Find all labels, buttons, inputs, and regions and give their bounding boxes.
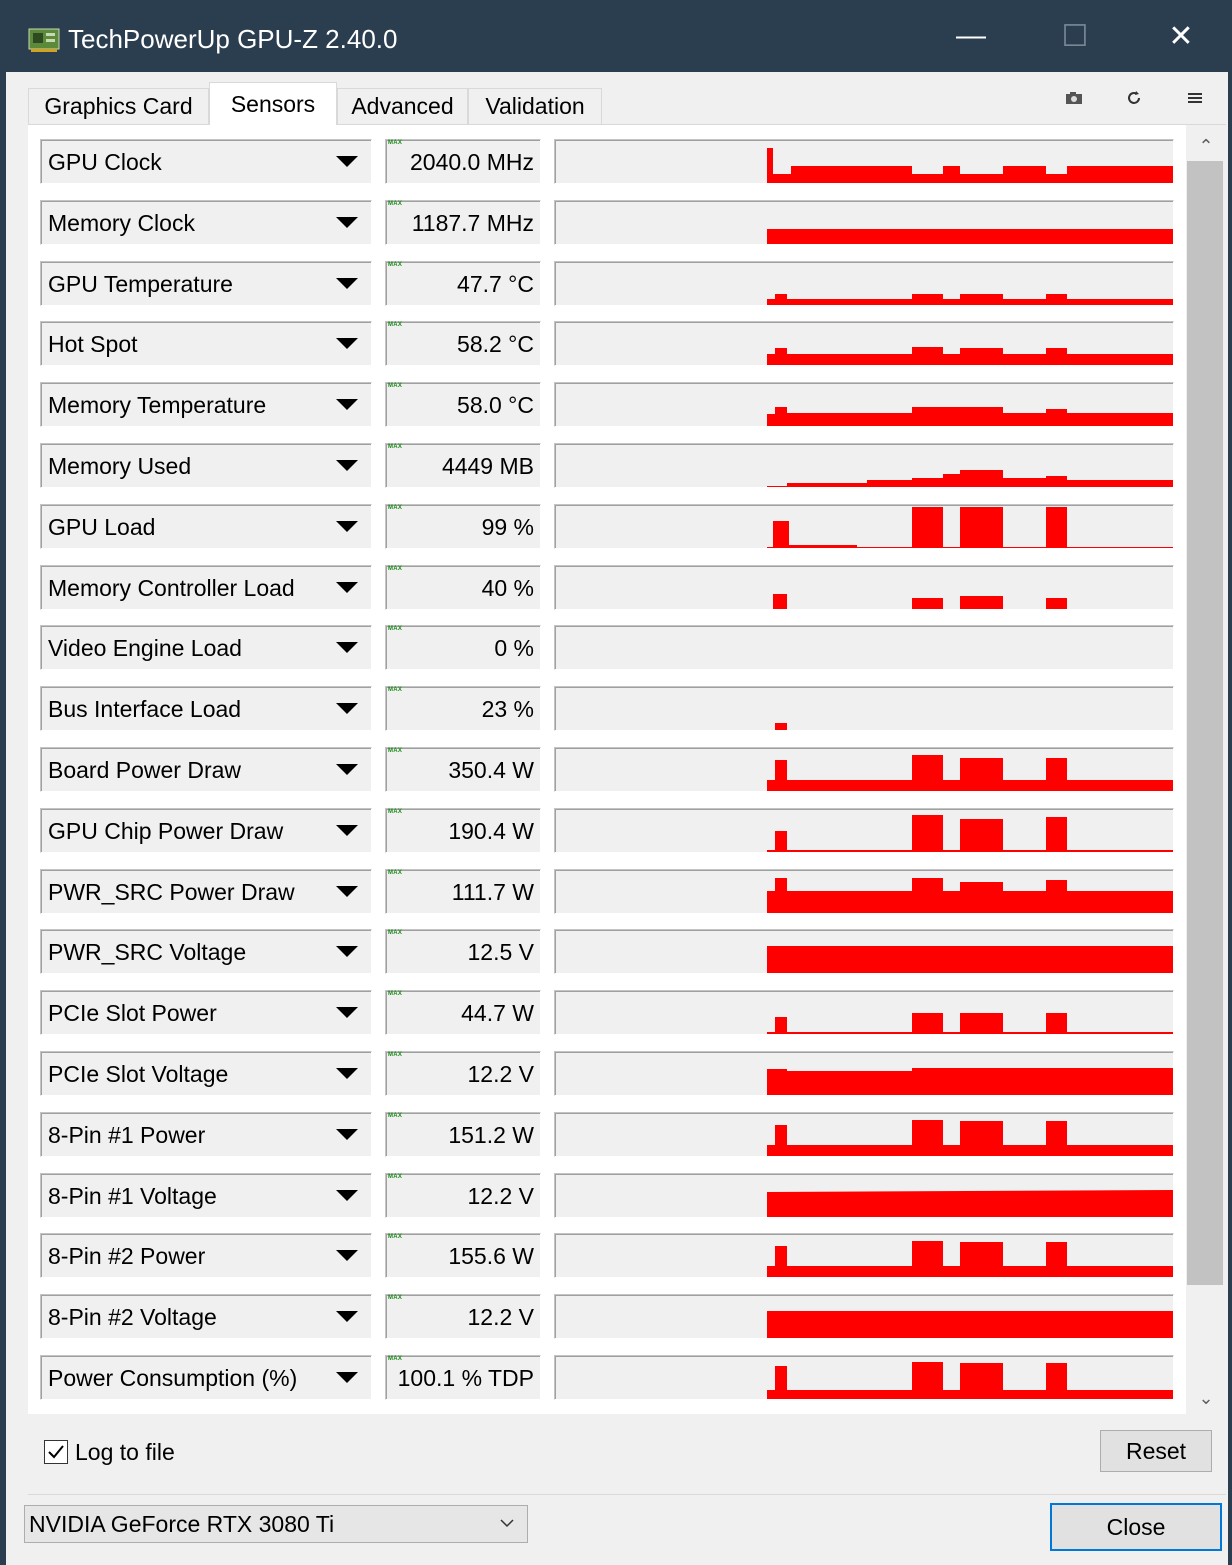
sensor-graph-svg: [555, 930, 1173, 974]
sensor-row: [40, 747, 1176, 792]
sensor-value: 47.7 °C: [457, 271, 534, 297]
sensor-label: 8-Pin #2 Voltage: [48, 1304, 217, 1330]
max-indicator: MAX: [388, 201, 403, 207]
sensor-graph-svg: [555, 626, 1173, 670]
sensor-value-box: [385, 261, 541, 306]
scroll-down-icon[interactable]: ⌄: [1198, 1387, 1214, 1408]
sensor-value-box: [385, 565, 541, 610]
sensor-row: [40, 990, 1176, 1035]
sensor-value: 12.2 V: [467, 1183, 534, 1209]
close-button[interactable]: Close: [1050, 1503, 1222, 1551]
sensor-value: 1187.7 MHz: [411, 210, 534, 236]
sensor-graph: [554, 1051, 1174, 1096]
sensor-graph: [554, 1233, 1174, 1278]
sensor-graph: [554, 139, 1174, 184]
sensor-graph-svg: [555, 1052, 1173, 1096]
sensor-value-box: [385, 1173, 541, 1218]
sensor-graph-svg: [555, 262, 1173, 306]
sensor-value-box: [385, 625, 541, 670]
sensor-value-box: [385, 504, 541, 549]
sensor-dropdown[interactable]: [40, 1294, 372, 1339]
log-to-file-checkbox[interactable]: [44, 1440, 68, 1464]
sensor-graph-area: [767, 1190, 1173, 1218]
sensor-row: [40, 1294, 1176, 1339]
sensor-dropdown[interactable]: [40, 625, 372, 670]
sensor-graph-svg: [555, 991, 1173, 1035]
sensor-graph-area: [767, 1068, 1173, 1096]
dropdown-arrow-icon: [336, 764, 358, 775]
max-indicator: MAX: [388, 1052, 403, 1058]
sensor-value-box: [385, 869, 541, 914]
sensor-dropdown[interactable]: [40, 443, 372, 488]
sensor-graph-area: [767, 407, 1173, 427]
bottom-options: [28, 1414, 1226, 1495]
refresh-icon[interactable]: [1122, 86, 1146, 110]
sensor-value-box: [385, 382, 541, 427]
sensor-graph-svg: [555, 566, 1173, 610]
sensor-label: Memory Clock: [48, 210, 195, 236]
sensor-value: 12.5 V: [467, 939, 534, 965]
sensor-dropdown[interactable]: [40, 686, 372, 731]
sensor-graph-svg: [555, 1356, 1173, 1400]
sensor-graph-area: [767, 1241, 1173, 1278]
sensor-graph-area: [767, 294, 1173, 306]
sensor-dropdown[interactable]: [40, 565, 372, 610]
sensor-graph: [554, 443, 1174, 488]
sensor-value-box: [385, 808, 541, 853]
dropdown-arrow-icon: [336, 460, 358, 471]
sensor-graph: [554, 869, 1174, 914]
sensor-row: [40, 808, 1176, 853]
sensor-graph: [554, 504, 1174, 549]
sensor-value: 151.2 W: [448, 1122, 534, 1148]
close-icon: ✕: [1168, 19, 1194, 53]
sensor-value: 58.0 °C: [457, 392, 534, 418]
sensor-row: [40, 1355, 1176, 1400]
max-indicator: MAX: [388, 1356, 403, 1362]
dropdown-arrow-icon: [336, 521, 358, 532]
max-indicator: MAX: [388, 140, 403, 146]
tab-validation[interactable]: Validation: [468, 88, 602, 124]
sensor-value: 2040.0 MHz: [409, 149, 534, 175]
sensor-row: [40, 261, 1176, 306]
close-window-button[interactable]: [1133, 0, 1229, 72]
sensor-row: [40, 1173, 1176, 1218]
sensor-row: [40, 504, 1176, 549]
max-indicator: MAX: [388, 322, 403, 328]
sensor-dropdown[interactable]: [40, 1051, 372, 1096]
sensor-row: [40, 321, 1176, 366]
max-indicator: MAX: [388, 1174, 403, 1180]
sensor-value-box: [385, 321, 541, 366]
sensor-value: 350.4 W: [448, 757, 534, 783]
tab-sensors[interactable]: Sensors: [209, 82, 337, 125]
dropdown-arrow-icon: [336, 642, 358, 653]
sensor-label: 8-Pin #1 Voltage: [48, 1183, 217, 1209]
sensor-graph-area: [767, 507, 1173, 549]
dropdown-arrow-icon: [336, 1250, 358, 1261]
sensor-graph: [554, 686, 1174, 731]
sensor-value: 58.2 °C: [457, 331, 534, 357]
gpu-selector-dropdown[interactable]: [24, 1505, 528, 1543]
sensor-value-box: [385, 1355, 541, 1400]
window-title: TechPowerUp GPU-Z 2.40.0: [68, 24, 398, 54]
sensor-graph-svg: [555, 1295, 1173, 1339]
sensor-dropdown[interactable]: [40, 382, 372, 427]
title-bar[interactable]: [6, 0, 1232, 72]
sensor-row: [40, 1112, 1176, 1157]
sensor-value-box: [385, 139, 541, 184]
sensor-label: Memory Used: [48, 453, 192, 479]
sensor-graph-area: [767, 229, 1173, 245]
sensor-label: Hot Spot: [48, 331, 138, 357]
sensor-value: 12.2 V: [467, 1061, 534, 1087]
dropdown-arrow-icon: [336, 582, 358, 593]
sensor-value: 40 %: [481, 575, 534, 601]
dropdown-arrow-icon: [336, 886, 358, 897]
sensor-row: [40, 443, 1176, 488]
sensor-label: 8-Pin #1 Power: [48, 1122, 206, 1148]
sensor-graph-area: [767, 1120, 1173, 1157]
sensor-graph-svg: [555, 870, 1173, 914]
sensor-dropdown[interactable]: [40, 139, 372, 184]
dropdown-arrow-icon: [336, 825, 358, 836]
scroll-up-icon[interactable]: ⌃: [1198, 135, 1214, 156]
sensor-label: Video Engine Load: [48, 635, 242, 661]
sensor-dropdown[interactable]: [40, 1112, 372, 1157]
sensor-graph: [554, 261, 1174, 306]
sensor-dropdown[interactable]: [40, 808, 372, 853]
sensor-value: 190.4 W: [448, 818, 534, 844]
max-indicator: MAX: [388, 991, 403, 997]
sensor-row: [40, 382, 1176, 427]
sensor-value-box: [385, 929, 541, 974]
vertical-scrollbar[interactable]: [1186, 125, 1226, 1415]
sensor-label: Memory Controller Load: [48, 575, 295, 601]
sensor-label: GPU Clock: [48, 149, 162, 175]
dropdown-arrow-icon: [336, 338, 358, 349]
sensor-graph-svg: [555, 1174, 1173, 1218]
sensor-graph-svg: [555, 1113, 1173, 1157]
sensor-graph-area: [767, 1013, 1173, 1035]
sensor-label: Board Power Draw: [48, 757, 242, 783]
sensor-value-box: [385, 1112, 541, 1157]
sensor-row: [40, 565, 1176, 610]
sensor-graph-svg: [555, 505, 1173, 549]
sensor-graph: [554, 382, 1174, 427]
sensor-graph-svg: [555, 748, 1173, 792]
sensor-graph: [554, 1112, 1174, 1157]
sensor-row: [40, 869, 1176, 914]
sensor-value-box: [385, 1294, 541, 1339]
dropdown-arrow-icon: [336, 399, 358, 410]
sensor-value: 100.1 % TDP: [397, 1365, 534, 1391]
sensor-graph: [554, 565, 1174, 610]
max-indicator: MAX: [388, 505, 403, 511]
sensor-value: 4449 MB: [441, 453, 534, 479]
sensor-row: [40, 625, 1176, 670]
menu-icon[interactable]: [1183, 86, 1207, 110]
sensor-label: PWR_SRC Power Draw: [48, 879, 295, 905]
sensor-value-box: [385, 686, 541, 731]
sensor-dropdown[interactable]: [40, 1355, 372, 1400]
sensor-dropdown[interactable]: [40, 929, 372, 974]
sensor-dropdown[interactable]: [40, 1233, 372, 1278]
sensor-value: 111.7 W: [451, 879, 534, 905]
dropdown-arrow-icon: [336, 1311, 358, 1322]
maximize-button[interactable]: [1027, 0, 1123, 72]
sensor-dropdown[interactable]: [40, 990, 372, 1035]
sensor-label: 8-Pin #2 Power: [48, 1243, 206, 1269]
sensor-graph: [554, 625, 1174, 670]
sensor-graph-area: [767, 1362, 1173, 1400]
max-indicator: MAX: [388, 930, 403, 936]
sensor-graph: [554, 747, 1174, 792]
sensor-graph-area: [767, 755, 1173, 792]
camera-icon[interactable]: [1062, 86, 1086, 110]
sensor-graph-area: [767, 946, 1173, 974]
sensor-graph: [554, 990, 1174, 1035]
dropdown-arrow-icon: [336, 1372, 358, 1383]
sensor-row: [40, 929, 1176, 974]
sensor-graph-svg: [555, 687, 1173, 731]
toolbar: [1056, 86, 1226, 110]
sensor-label: GPU Temperature: [48, 271, 233, 297]
dropdown-arrow-icon: [336, 1190, 358, 1201]
max-indicator: MAX: [388, 809, 403, 815]
sensor-row: [40, 1051, 1176, 1096]
sensor-label: Memory Temperature: [48, 392, 267, 418]
sensor-graph-area: [767, 148, 1173, 184]
sensor-label: GPU Load: [48, 514, 156, 540]
sensor-value-box: [385, 443, 541, 488]
sensor-graph: [554, 1173, 1174, 1218]
sensor-value: 0 %: [494, 635, 534, 661]
dropdown-arrow-icon: [336, 278, 358, 289]
sensor-graph-area: [767, 470, 1173, 488]
sensor-graph-area: [767, 723, 1173, 731]
sensor-label: PCIe Slot Power: [48, 1000, 217, 1026]
sensor-dropdown[interactable]: [40, 504, 372, 549]
max-indicator: MAX: [388, 566, 403, 572]
sensor-graph: [554, 808, 1174, 853]
minimize-button[interactable]: [923, 0, 1019, 72]
tab-graphics-card[interactable]: Graphics Card: [28, 88, 209, 124]
sensor-graph: [554, 929, 1174, 974]
sensor-dropdown[interactable]: [40, 321, 372, 366]
sensor-graph-svg: [555, 140, 1173, 184]
max-indicator: MAX: [388, 1234, 403, 1240]
sensor-value: 12.2 V: [467, 1304, 534, 1330]
sensor-graph-svg: [555, 809, 1173, 853]
minimize-icon: —: [956, 19, 986, 52]
sensor-graph-svg: [555, 383, 1173, 427]
sensor-graph-svg: [555, 201, 1173, 245]
sensor-graph: [554, 1355, 1174, 1400]
max-indicator: MAX: [388, 748, 403, 754]
sensor-value-box: [385, 200, 541, 245]
sensor-dropdown[interactable]: [40, 261, 372, 306]
max-indicator: MAX: [388, 626, 403, 632]
sensor-graph: [554, 321, 1174, 366]
sensor-dropdown[interactable]: [40, 869, 372, 914]
sensor-value-box: [385, 990, 541, 1035]
sensor-dropdown[interactable]: [40, 1173, 372, 1218]
sensor-value-box: [385, 747, 541, 792]
maximize-icon: ☐: [1061, 19, 1089, 53]
sensor-label: GPU Chip Power Draw: [48, 818, 284, 844]
sensor-value-box: [385, 1233, 541, 1278]
scroll-thumb[interactable]: [1187, 161, 1223, 1285]
dropdown-arrow-icon: [336, 946, 358, 957]
sensor-label: PWR_SRC Voltage: [48, 939, 247, 965]
tab-advanced[interactable]: Advanced: [337, 88, 468, 124]
dropdown-arrow-icon: [336, 1129, 358, 1140]
sensor-row: [40, 1233, 1176, 1278]
sensor-graph-area: [767, 815, 1173, 853]
log-to-file-label[interactable]: Log to file: [75, 1439, 175, 1465]
max-indicator: MAX: [388, 870, 403, 876]
max-indicator: MAX: [388, 687, 403, 693]
max-indicator: MAX: [388, 1295, 403, 1301]
dropdown-arrow-icon: [336, 1068, 358, 1079]
sensor-dropdown[interactable]: [40, 200, 372, 245]
gpu-card-icon: [28, 26, 60, 52]
sensor-graph-area: [767, 594, 1173, 610]
dropdown-arrow-icon: [336, 703, 358, 714]
dropdown-arrow-icon: [336, 217, 358, 228]
sensor-row: [40, 200, 1176, 245]
sensor-label: PCIe Slot Voltage: [48, 1061, 229, 1087]
max-indicator: MAX: [388, 383, 403, 389]
checkmark-icon: [46, 1442, 66, 1462]
sensor-graph: [554, 200, 1174, 245]
max-indicator: MAX: [388, 1113, 403, 1119]
sensor-label: Bus Interface Load: [48, 696, 242, 722]
sensor-graph-area: [767, 878, 1173, 914]
dropdown-arrow-icon: [336, 156, 358, 167]
sensor-graph-svg: [555, 322, 1173, 366]
sensor-list[interactable]: [28, 124, 1226, 1415]
sensor-graph-area: [767, 1311, 1173, 1339]
sensor-value: 155.6 W: [448, 1243, 534, 1269]
sensor-graph: [554, 1294, 1174, 1339]
dropdown-arrow-icon: [336, 1007, 358, 1018]
max-indicator: MAX: [388, 262, 403, 268]
sensor-value: 99 %: [481, 514, 534, 540]
reset-button[interactable]: Reset: [1100, 1430, 1212, 1472]
sensor-graph-svg: [555, 444, 1173, 488]
sensor-row: [40, 686, 1176, 731]
sensor-label: Power Consumption (%): [48, 1365, 298, 1391]
sensor-value: 44.7 W: [461, 1000, 534, 1026]
chevron-down-icon: [499, 1515, 515, 1531]
sensor-value: 23 %: [481, 696, 534, 722]
sensor-graph-svg: [555, 1234, 1173, 1278]
max-indicator: MAX: [388, 444, 403, 450]
gpu-name: NVIDIA GeForce RTX 3080 Ti: [29, 1511, 335, 1537]
sensor-row: [40, 139, 1176, 184]
sensor-value-box: [385, 1051, 541, 1096]
sensor-dropdown[interactable]: [40, 747, 372, 792]
sensor-graph-area: [767, 347, 1173, 366]
